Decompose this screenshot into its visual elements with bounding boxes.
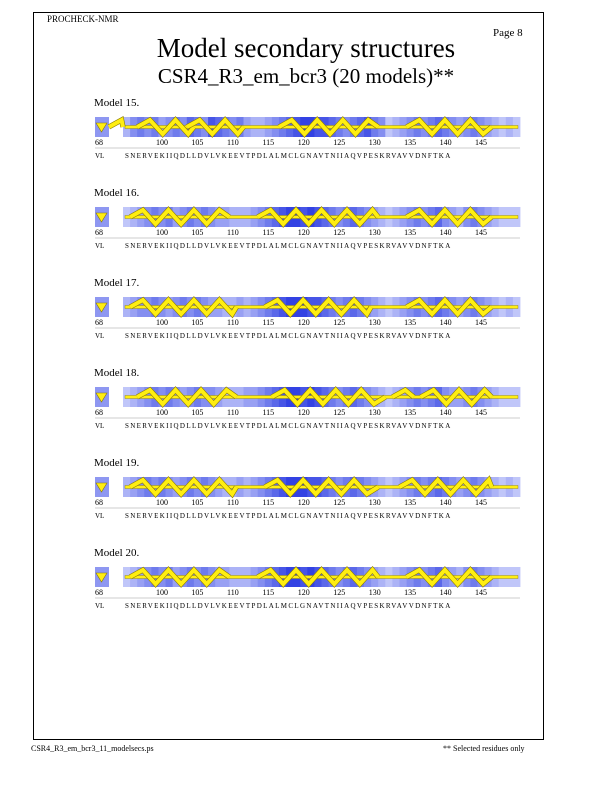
residue-tick-label: 115: [262, 588, 275, 597]
sequence-codes: SNERVEKIIQDLLDVLVKEEVTPDLALMCLGNAVTNIIAQVPESKRVAVVDNFTKA: [125, 152, 452, 160]
start-residue-code: VL: [95, 152, 105, 160]
start-residue-label: 68: [95, 408, 103, 417]
residue-tick-label: 120: [297, 228, 310, 237]
residue-tick-label: 125: [333, 588, 346, 597]
model-title: Model 15.: [94, 97, 140, 109]
page-title: Model secondary structures: [156, 33, 456, 63]
start-residue-label: 68: [95, 498, 103, 507]
model-title: Model 19.: [94, 457, 140, 469]
residue-tick-label: 135: [404, 408, 417, 417]
residue-tick-label: 105: [191, 318, 204, 327]
residue-tick-label: 140: [439, 138, 452, 147]
residue-tick-label: 115: [262, 498, 275, 507]
start-residue-code: VL: [95, 422, 105, 430]
residue-tick-label: 100: [156, 588, 168, 597]
residue-tick-label: 135: [404, 318, 417, 327]
residue-tick-label: 140: [439, 498, 452, 507]
sequence-codes: SNERVEKIIQDLLDVLVKEEVTPDLALMCLGNAVTNIIAQVPESKRVAVVDNFTKA: [125, 332, 452, 340]
start-residue-code: VL: [95, 512, 105, 520]
residue-tick-label: 130: [368, 138, 381, 147]
sequence-codes: SNERVEKIIQDLLDVLVKEEVTPDLALMCLGNAVTNIIAQVPESKRVAVVDNFTKA: [125, 602, 452, 610]
residue-tick-label: 100: [156, 138, 168, 147]
residue-tick-label: 145: [475, 498, 487, 507]
residue-tick-label: 130: [368, 318, 381, 327]
residue-tick-label: 140: [439, 228, 452, 237]
residue-tick-label: 145: [475, 138, 487, 147]
model-panel: [0, 97, 612, 187]
model-panel: [0, 457, 612, 547]
residue-tick-label: 130: [368, 228, 381, 237]
model-title: Model 20.: [94, 547, 140, 559]
residue-tick-label: 105: [191, 498, 204, 507]
sequence-codes: SNERVEKIIQDLLDVLVKEEVTPDLALMCLGNAVTNIIAQVPESKRVAVVDNFTKA: [125, 242, 452, 250]
start-residue-label: 68: [95, 138, 103, 147]
residue-tick-label: 125: [333, 498, 346, 507]
residue-tick-label: 100: [156, 408, 168, 417]
residue-tick-label: 130: [368, 408, 381, 417]
residue-tick-label: 105: [191, 228, 204, 237]
residue-tick-label: 110: [227, 408, 239, 417]
residue-tick-label: 135: [404, 498, 417, 507]
residue-tick-label: 115: [262, 138, 275, 147]
residue-tick-label: 135: [404, 228, 417, 237]
residue-tick-label: 145: [475, 228, 487, 237]
residue-tick-label: 100: [156, 498, 168, 507]
residue-tick-label: 120: [297, 588, 310, 597]
residue-tick-label: 115: [262, 408, 275, 417]
residue-tick-label: 105: [191, 138, 204, 147]
model-panel: [0, 547, 612, 637]
residue-tick-label: 120: [297, 498, 310, 507]
residue-tick-label: 145: [475, 318, 487, 327]
footer-filename: CSR4_R3_em_bcr3_11_modelsecs.ps: [31, 744, 154, 753]
residue-tick-label: 120: [297, 138, 310, 147]
residue-tick-label: 115: [262, 228, 275, 237]
residue-tick-label: 110: [227, 138, 239, 147]
residue-tick-label: 105: [191, 408, 204, 417]
residue-tick-label: 125: [333, 318, 346, 327]
start-residue-label: 68: [95, 228, 103, 237]
sequence-codes: SNERVEKIIQDLLDVLVKEEVTPDLALMCLGNAVTNIIAQVPESKRVAVVDNFTKA: [125, 422, 452, 430]
residue-tick-label: 125: [333, 408, 346, 417]
page-number: Page 8: [493, 27, 523, 39]
model-panel: [0, 277, 612, 367]
residue-tick-label: 100: [156, 318, 168, 327]
program-name: PROCHECK-NMR: [47, 14, 119, 24]
model-title: Model 17.: [94, 277, 140, 289]
model-title: Model 18.: [94, 367, 140, 379]
model-panel: [0, 187, 612, 277]
start-residue-label: 68: [95, 588, 103, 597]
sequence-codes: SNERVEKIIQDLLDVLVKEEVTPDLALMCLGNAVTNIIAQVPESKRVAVVDNFTKA: [125, 512, 452, 520]
residue-tick-label: 110: [227, 228, 239, 237]
residue-tick-label: 145: [475, 408, 487, 417]
start-residue-label: 68: [95, 318, 103, 327]
residue-tick-label: 120: [297, 408, 310, 417]
model-title: Model 16.: [94, 187, 140, 199]
page-subtitle: CSR4_R3_em_bcr3 (20 models)**: [157, 64, 455, 88]
footer-note: ** Selected residues only: [443, 744, 525, 753]
residue-tick-label: 135: [404, 588, 417, 597]
residue-tick-label: 120: [297, 318, 310, 327]
residue-tick-label: 125: [333, 138, 346, 147]
start-residue-code: VL: [95, 242, 105, 250]
residue-tick-label: 140: [439, 318, 452, 327]
residue-tick-label: 110: [227, 318, 239, 327]
start-residue-code: VL: [95, 602, 105, 610]
residue-tick-label: 140: [439, 408, 452, 417]
residue-tick-label: 140: [439, 588, 452, 597]
residue-tick-label: 135: [404, 138, 417, 147]
residue-tick-label: 145: [475, 588, 487, 597]
residue-tick-label: 130: [368, 498, 381, 507]
residue-tick-label: 110: [227, 588, 239, 597]
model-panel: [0, 367, 612, 457]
residue-tick-label: 105: [191, 588, 204, 597]
residue-tick-label: 100: [156, 228, 168, 237]
start-residue-code: VL: [95, 332, 105, 340]
residue-tick-label: 125: [333, 228, 346, 237]
residue-tick-label: 115: [262, 318, 275, 327]
residue-tick-label: 130: [368, 588, 381, 597]
residue-tick-label: 110: [227, 498, 239, 507]
